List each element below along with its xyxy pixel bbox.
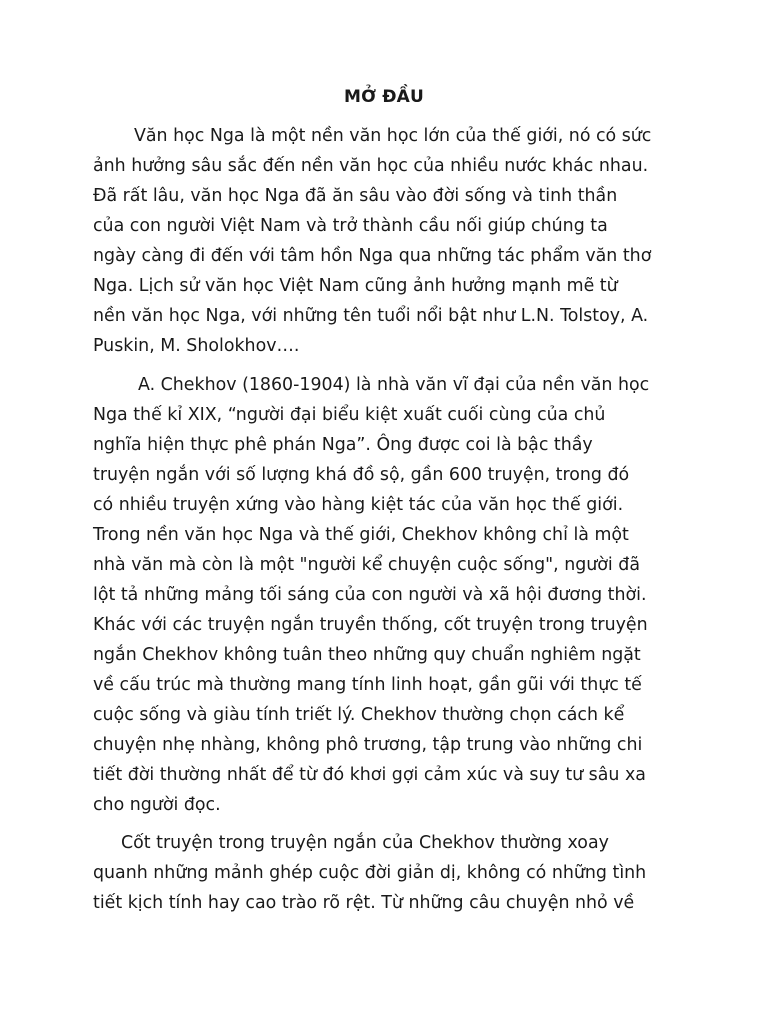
paragraph-1-line-5: ngày càng đi đến với tâm hồn Nga qua những tác phẩm văn thơ [93,246,652,266]
paragraph-2-line-14: tiết đời thường nhất để từ đó khơi gợi cảm xúc và suy tư sâu xa [93,765,646,785]
page-title: MỞ ĐẦU [343,87,425,107]
paragraph-2-line-6: Trong nền văn học Nga và thế giới, Chekhov không chỉ là một [93,525,629,545]
paragraph-2-line-7: nhà văn mà còn là một "người kể chuyện cuộc sống", người đã [93,555,640,575]
paragraph-2-line-8: lột tả những mảng tối sáng của con người và xã hội đương thời. [93,585,647,605]
paragraph-3-line-2: quanh những mảnh ghép cuộc đời giản dị, không có những tình [93,863,647,883]
paragraph-1-line-6: Nga. Lịch sử văn học Việt Nam cũng ảnh hưởng mạnh mẽ từ [93,276,618,296]
paragraph-1-line-2: ảnh hưởng sâu sắc đến nền văn học của nhiều nước khác nhau. [93,156,649,176]
paragraph-1-line-3: Đã rất lâu, văn học Nga đã ăn sâu vào đời sống và tinh thần [93,186,618,206]
paragraph-2-line-12: cuộc sống và giàu tính triết lý. Chekhov thường chọn cách kể [93,705,625,725]
paragraph-3-line-1: Cốt truyện trong truyện ngắn của Chekhov thường xoay [121,833,609,853]
paragraph-2-line-13: chuyện nhẹ nhàng, không phô trương, tập trung vào những chi [93,735,643,755]
paragraph-2-line-5: có nhiều truyện xứng vào hàng kiệt tác của văn học thế giới. [93,495,624,515]
paragraph-2-line-15: cho người đọc. [93,795,221,815]
paragraph-1-line-7: nền văn học Nga, với những tên tuổi nổi bật như L.N. Tolstoy, A. [93,306,649,326]
paragraph-2-line-2: Nga thế kỉ XIX, “người đại biểu kiệt xuất cuối cùng của chủ [93,405,606,425]
paragraph-1-line-4: của con người Việt Nam và trở thành cầu nối giúp chúng ta [93,216,608,236]
paragraph-3-line-3: tiết kịch tính hay cao trào rõ rệt. Từ những câu chuyện nhỏ về [93,893,635,913]
paragraph-2-line-3: nghĩa hiện thực phê phán Nga”. Ông được coi là bậc thầy [93,435,593,455]
paragraph-2-line-11: về cấu trúc mà thường mang tính linh hoạt, gần gũi với thực tế [93,675,642,695]
paragraph-2-line-9: Khác với các truyện ngắn truyền thống, cốt truyện trong truyện [93,615,648,635]
paragraph-1-line-8: Puskin, M. Sholokhov…. [93,336,300,356]
paragraph-2-line-10: ngắn Chekhov không tuân theo những quy chuẩn nghiêm ngặt [93,645,641,665]
paragraph-1-line-1: Văn học Nga là một nền văn học lớn của thế giới, nó có sức [134,126,652,146]
paragraph-2-line-4: truyện ngắn với số lượng khá đồ sộ, gần 600 truyện, trong đó [93,465,630,485]
paragraph-2-line-1: A. Chekhov (1860-1904) là nhà văn vĩ đại của nền văn học [138,375,650,395]
